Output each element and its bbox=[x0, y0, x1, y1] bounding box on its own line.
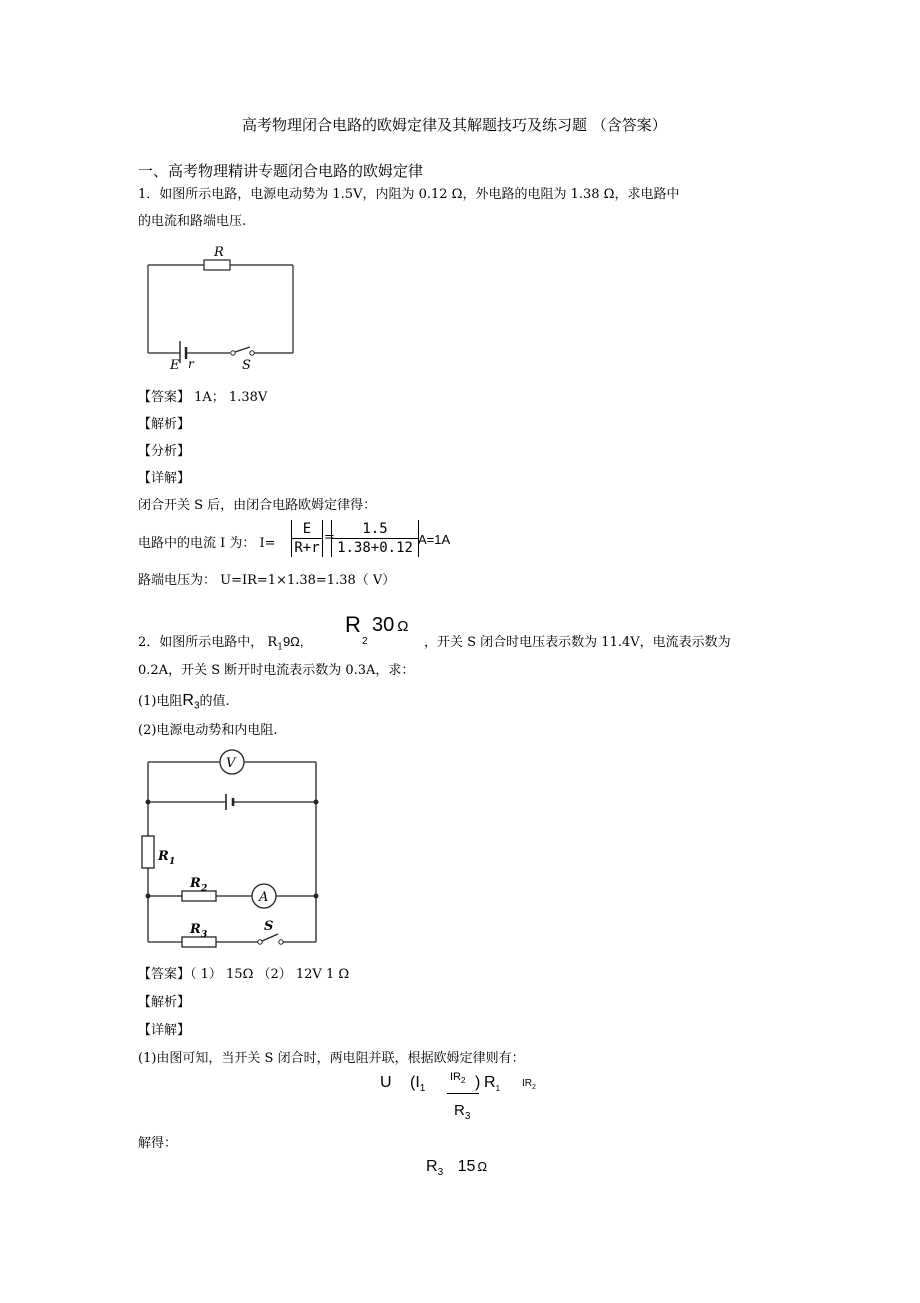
q1-fraction-numeric bbox=[331, 520, 419, 557]
q2-label-S: S bbox=[264, 919, 274, 934]
q2-text-line1a: 2．如图所示电路中， $R_19\Omega$, bbox=[138, 634, 304, 653]
section-heading: 一、高考物理精讲专题闭合电路的欧姆定律 bbox=[138, 162, 424, 180]
q1-fraction-symbolic bbox=[291, 520, 323, 557]
formula-fraction-bar bbox=[447, 1093, 479, 1094]
formula-tail: $IR_2$ bbox=[522, 1078, 536, 1091]
formula-lparen: ($I_1$ bbox=[410, 1074, 426, 1095]
q1-equals: = bbox=[324, 530, 335, 545]
q1-current-prefix: 电路中的电流 I 为： I= bbox=[138, 536, 276, 551]
q2-part1: (1)电阻$R_3$的值. bbox=[138, 692, 230, 712]
q2-r2-symbol: R bbox=[345, 612, 361, 637]
q1-frac1-den: R+r bbox=[294, 540, 320, 556]
q2-solve: 解得： bbox=[138, 1136, 178, 1151]
q2-r2-sub: 2 bbox=[362, 636, 368, 647]
svg-text:1: 1 bbox=[169, 857, 176, 867]
q1-frac1-num: E bbox=[302, 521, 312, 537]
q2-result: $R_3$ 15 Ω bbox=[426, 1158, 488, 1179]
formula-U: U bbox=[380, 1074, 392, 1091]
q2-label-R3: R bbox=[190, 922, 201, 937]
q2-label-R1: R bbox=[158, 849, 169, 864]
q1-current-suffix: A=1A bbox=[418, 532, 451, 547]
q2-text-line1c: ，开关 S 闭合时电压表示数为 11.4V，电流表示数为 bbox=[424, 635, 731, 650]
formula-denominator: $R_3$ bbox=[454, 1102, 471, 1122]
q1-text-line2: 的电流和路端电压. bbox=[138, 214, 247, 229]
q1-fenxi: 【分析】 bbox=[138, 444, 191, 459]
q1-answer: 【答案】 1A； 1.38V bbox=[138, 390, 268, 405]
q2-text-line2: 0.2A，开关 S 断开时电流表示数为 0.3A，求： bbox=[138, 663, 415, 678]
q2-step1: (1)由图可知，当开关 S 闭合时，两电阻并联，根据欧姆定律则有： bbox=[138, 1051, 525, 1066]
q1-label-R: R bbox=[214, 245, 224, 260]
q2-xiangjie: 【详解】 bbox=[138, 1023, 191, 1038]
formula-numerator: $IR_2$ bbox=[450, 1071, 466, 1086]
svg-text:2: 2 bbox=[201, 884, 208, 894]
q1-circuit-diagram bbox=[138, 237, 308, 379]
q2-circuit-diagram bbox=[138, 744, 322, 956]
q1-frac2-num: 1.5 bbox=[362, 521, 388, 537]
q1-label-E: E bbox=[170, 358, 180, 373]
q1-step1: 闭合开关 S 后，由闭合电路欧姆定律得： bbox=[138, 498, 377, 513]
q2-jiexi: 【解析】 bbox=[138, 995, 191, 1010]
page-title: 高考物理闭合电路的欧姆定律及其解题技巧及练习题 （含答案） bbox=[242, 116, 667, 134]
q2-r2-value: 30 Ω bbox=[372, 614, 409, 636]
q1-text-line1: 1．如图所示电路，电源电动势为 1.5V，内阻为 0.12 Ω，外电路的电阻为 1.38 Ω，求电路中 bbox=[138, 187, 680, 202]
q2-answer: 【答案】（ 1） 15Ω （2） 12V 1 Ω bbox=[138, 967, 350, 982]
q2-part2: (2)电源电动势和内电阻. bbox=[138, 723, 278, 738]
q2-label-R2: R bbox=[190, 876, 201, 891]
q1-jiexi: 【解析】 bbox=[138, 417, 191, 432]
q2-ammeter-label: A bbox=[259, 890, 269, 905]
q1-voltage: 路端电压为： U=IR=1×1.38=1.38（ V） bbox=[138, 573, 396, 588]
svg-text:3: 3 bbox=[201, 930, 208, 940]
formula-R1: $R_1$ bbox=[484, 1074, 501, 1094]
q1-frac2-den: 1.38+0.12 bbox=[337, 540, 413, 556]
q1-xiangjie: 【详解】 bbox=[138, 471, 191, 486]
q2-voltmeter-label: V bbox=[226, 756, 236, 771]
q1-label-r: r bbox=[188, 357, 194, 371]
formula-rparen: ) bbox=[475, 1074, 481, 1091]
q1-label-S: S bbox=[242, 358, 251, 373]
